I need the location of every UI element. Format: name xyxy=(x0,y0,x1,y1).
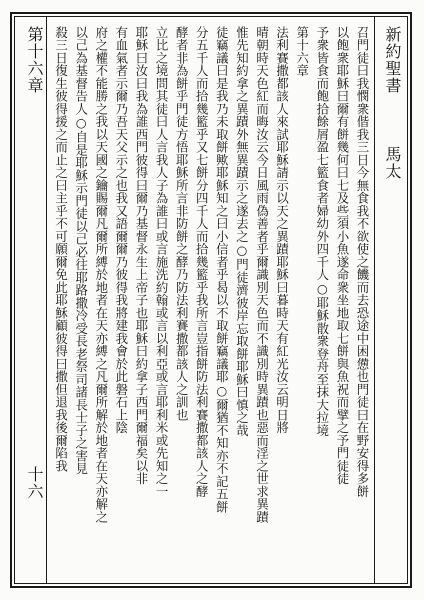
text-column: 殺三日復生彼得援之而止之曰主乎不可願爾免此耶穌顧彼得曰撒但退我後爾陷我 xyxy=(53,26,69,473)
book-name: 馬太 xyxy=(383,146,402,180)
chapter-label: 第十六章 xyxy=(25,26,44,94)
text-column: 晴朝時天色紅而晦汝云今日風雨偽善者乎爾識別天色而不識別時異蹟也惡而淫之世求異蹟 xyxy=(254,26,270,524)
text-column: 法利賽撒都該人來試耶穌請示以天之異蹟耶穌曰暮時天有紅光汝云明日將 xyxy=(274,26,290,434)
text-column: 立比之境問其徒曰人言我人子為誰曰或言施洗約翰或言以利亞或言耶利米或先知之一 xyxy=(154,26,170,498)
text-column: 酵者非為餅乎門徒方悟耶穌所言非防餅之酵乃防法利賽撒都該人之訓也 xyxy=(174,26,190,422)
page-number: 十六 xyxy=(25,466,44,500)
text-column: 徒竊議曰是我乃未取餅歟耶穌知之曰小信者乎曷以不取餅竊議耶○爾猶不知亦不記五餅 xyxy=(214,26,230,514)
text-column: 第十六章 xyxy=(294,26,310,77)
body-text xyxy=(50,26,372,578)
text-column: 以飽衆耶穌曰爾有餅幾何曰七及些須小魚遂命衆坐地取七餅與魚祝而擘之予門徒徒 xyxy=(334,26,350,485)
text-column: 以己為基督告人○自是耶穌示門徒以己必往耶路撒冷受長老祭司諸長士子之害見 xyxy=(73,26,89,475)
text-column: 耶穌曰汝曰我為誰西門彼得曰爾乃基督永生上帝子也耶穌曰約拿子西門爾福矣以非 xyxy=(133,26,149,485)
text-column: 予衆皆食而飽拾餘屑盈七籃食者婦幼外四千人○耶穌散衆登舟至抹大拉境 xyxy=(314,26,330,437)
text-column: 府之權不能勝之我以天國之鑰賜爾凡爾所縛於地者在天亦縛之凡爾所解於地者在天亦解之 xyxy=(93,26,109,524)
text-column: 分五千人而拾幾籃乎又七餅分四千人而拾幾籃乎我所言豈指餅防法利賽撒都該人之酵 xyxy=(194,26,210,498)
text-column: 惟先知約拿之異蹟外無異蹟示之遂去之○門徒濟彼岸忘取餅耶穌曰慎之哉 xyxy=(234,26,250,437)
chapter-header xyxy=(18,26,46,578)
header-divider-right xyxy=(374,17,375,583)
text-column: 召門徒曰我憫衆偕我三日今無食我不欲使之饑而去恐途中困憊也門徒曰在野安得多餅 xyxy=(355,26,370,498)
running-header xyxy=(376,26,404,578)
book-title: 新約聖書 xyxy=(383,26,402,94)
text-column: 有血氣者示爾乃吾天父示之也我又語爾爾乃彼得我將建我會於此磐石上陰 xyxy=(113,26,129,434)
